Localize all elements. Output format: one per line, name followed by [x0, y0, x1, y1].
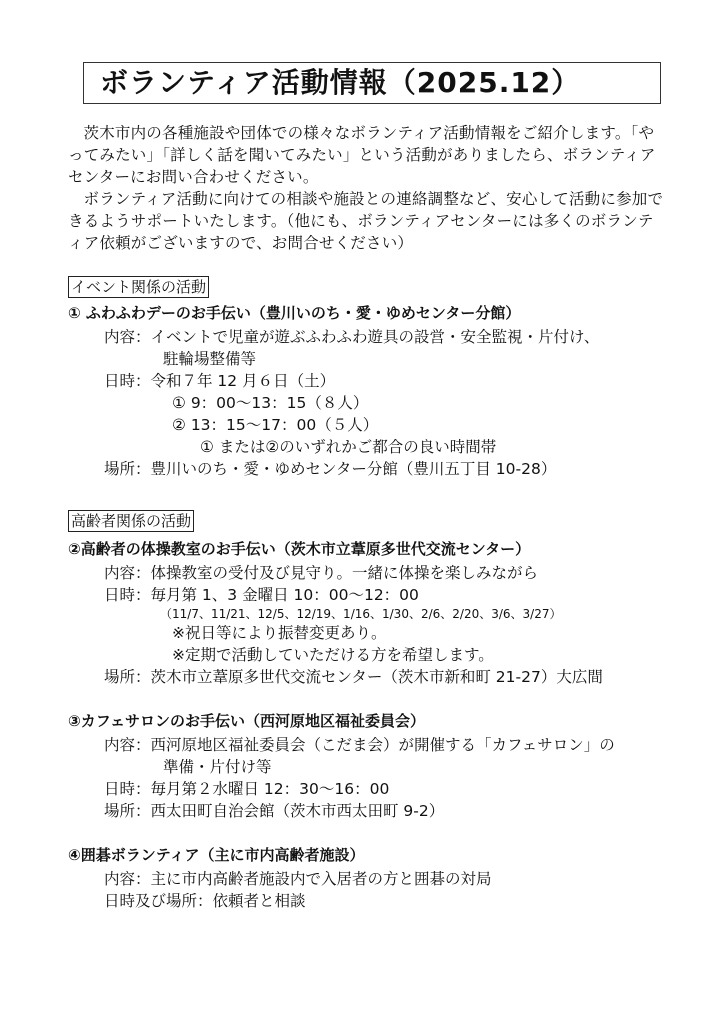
activity1-date: 日時：令和７年 12 月６日（土）: [104, 372, 336, 390]
intro-text: [68, 122, 668, 254]
page-title: ボランティア活動情報（2025.12）: [100, 66, 581, 99]
activity2-heading: ②高齢者の体操教室のお手伝い（茨木市立葦原多世代交流センター）: [68, 540, 531, 558]
activity1-time1: ① 9：00～13：15（８人）: [172, 394, 369, 412]
activity3-content-line2: 準備・片付け等: [163, 758, 272, 776]
activity2-content: 内容：体操教室の受付及び見守り。一緒に体操を楽しみながら: [104, 564, 539, 582]
activity3-content-line1: 内容：西河原地区福祉委員会（こだま会）が開催する「カフェサロン」の: [104, 736, 615, 754]
activity1-content-line2: 駐輪場整備等: [163, 350, 257, 368]
section-label-elderly: 高齢者関係の活動: [68, 510, 194, 532]
activity1-time2: ② 13：15～17：00（５人）: [172, 416, 379, 434]
activity1-content-line1: 内容：イベントで児童が遊ぶふわふわ遊具の設営・安全監視・片付け、: [104, 328, 600, 346]
activity2-note2: ※定期で活動していただける方を希望します。: [172, 646, 494, 664]
activity1-place: 場所：豊川いのち・愛・ゆめセンター分館（豊川五丁目 10-28）: [104, 460, 557, 478]
activity4-date-place: 日時及び場所：依頼者と相談: [104, 892, 306, 910]
activity1-heading: ① ふわふわデーのお手伝い（豊川いのち・愛・ゆめセンター分館）: [68, 304, 521, 322]
activity2-dates-list: （11/7、11/21、12/5、12/19、1/16、1/30、2/6、2/20、3/6、3/27）: [160, 607, 562, 621]
section-label-event: イベント関係の活動: [68, 276, 209, 298]
activity3-place: 場所：西太田町自治会館（茨木市西太田町 9-2）: [104, 802, 445, 820]
activity1-time-note: ① または②のいずれかご都合の良い時間帯: [200, 438, 497, 456]
activity4-content: 内容：主に市内高齢者施設内で入居者の方と囲碁の対局: [104, 870, 492, 888]
activity4-heading: ④囲碁ボランティア（主に市内高齢者施設）: [68, 846, 365, 864]
intro-paragraph-2: ボランティア活動に向けての相談や施設との連絡調整など、安心して活動に参加できるようサポートいたします。（他にも、ボランティアセンターには多くのボランティア依頼がございますので、お問合せください）: [68, 190, 664, 252]
activity2-place: 場所：茨木市立葦原多世代交流センター（茨木市新和町 21-27）大広間: [104, 668, 603, 686]
activity3-heading: ③カフェサロンのお手伝い（西河原地区福祉委員会）: [68, 712, 425, 730]
intro-paragraph-1: 茨木市内の各種施設や団体での様々なボランティア活動情報をご紹介します。「やってみたい」「詳しく話を聞いてみたい」という活動がありましたら、ボランティアセンターにお問い合わせください。: [68, 124, 656, 186]
activity3-date: 日時：毎月第２水曜日 12：30～16：00: [104, 780, 390, 798]
activity2-date: 日時：毎月第 1、3 金曜日 10：00～12：00: [104, 586, 419, 604]
activity2-note1: ※祝日等により振替変更あり。: [172, 624, 387, 642]
